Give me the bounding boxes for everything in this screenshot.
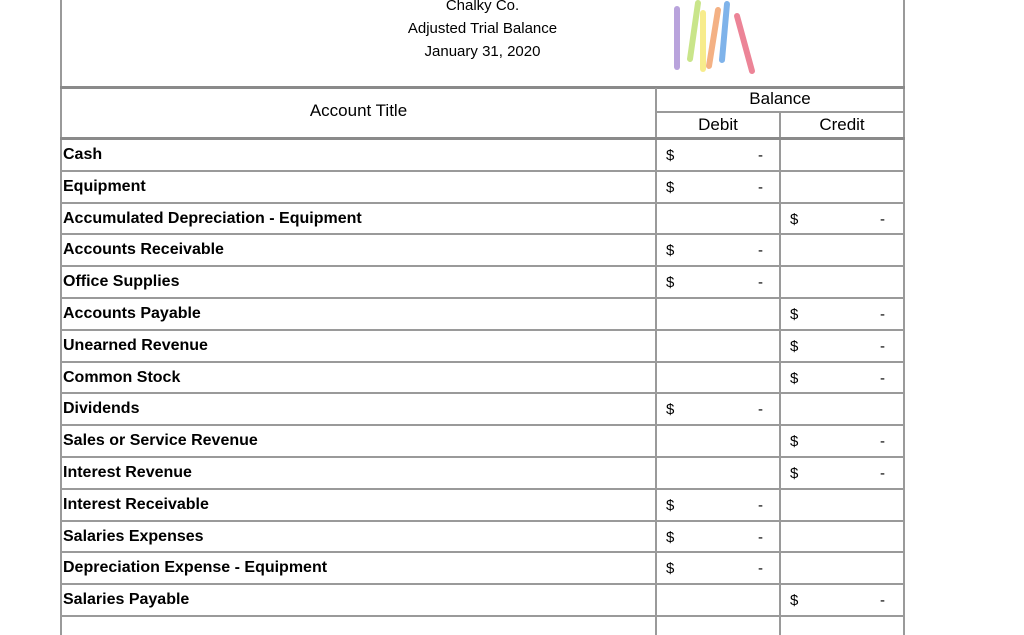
debit-amount[interactable]: - — [758, 178, 763, 196]
debit-amount[interactable]: - — [758, 560, 763, 578]
credit-amount[interactable]: - — [880, 465, 885, 482]
account-row — [61, 140, 904, 172]
credit-currency-symbol: $ — [790, 306, 799, 323]
account-title: Salaries Expenses — [63, 527, 204, 545]
debit-currency-symbol: $ — [666, 178, 675, 196]
credit-currency-symbol: $ — [790, 465, 799, 482]
account-title: Interest Receivable — [63, 495, 209, 513]
debit-currency-symbol: $ — [666, 242, 675, 260]
account-row — [61, 426, 904, 458]
balance-divider — [656, 111, 904, 113]
account-title-header: Account Title — [309, 101, 408, 120]
credit-amount[interactable]: - — [880, 210, 885, 228]
credit-currency-symbol: $ — [790, 433, 799, 451]
credit-header: Credit — [819, 115, 865, 134]
account-title: Unearned Revenue — [63, 336, 208, 354]
chalk-illustration-icon — [665, 0, 765, 78]
debit-amount[interactable]: - — [758, 147, 763, 164]
credit-amount[interactable]: - — [880, 337, 885, 355]
debit-currency-symbol: $ — [666, 528, 675, 546]
company-name: Chalky Co. — [445, 0, 520, 14]
debit-amount[interactable]: - — [758, 401, 763, 419]
account-row — [61, 204, 904, 236]
debit-currency-symbol: $ — [666, 401, 675, 419]
debit-amount[interactable]: - — [758, 496, 763, 514]
account-row — [61, 585, 904, 617]
debit-currency-symbol: $ — [666, 560, 675, 578]
account-title: Dividends — [63, 400, 140, 418]
account-row — [61, 363, 904, 395]
account-title: Common Stock — [63, 368, 181, 386]
account-row — [61, 394, 904, 426]
credit-amount[interactable]: - — [880, 592, 885, 610]
report-date: January 31, 2020 — [424, 43, 541, 60]
credit-currency-symbol: $ — [790, 337, 799, 355]
account-title: Accounts Receivable — [63, 241, 224, 259]
account-title: Cash — [63, 146, 103, 163]
account-title: Sales or Service Revenue — [63, 432, 258, 450]
account-title: Office Supplies — [63, 273, 180, 291]
credit-amount[interactable]: - — [880, 306, 885, 323]
account-row — [61, 522, 904, 554]
balance-header: Balance — [749, 89, 811, 108]
credit-currency-symbol: $ — [790, 592, 799, 610]
credit-amount[interactable]: - — [880, 433, 885, 451]
account-row — [61, 553, 904, 585]
account-row — [61, 331, 904, 363]
account-title: Depreciation Expense - Equipment — [63, 559, 328, 577]
credit-amount[interactable]: - — [880, 369, 885, 387]
debit-currency-symbol: $ — [666, 496, 675, 514]
account-title: Accumulated Depreciation - Equipment — [63, 209, 362, 227]
credit-currency-symbol: $ — [790, 210, 799, 228]
debit-amount[interactable]: - — [758, 242, 763, 260]
account-row — [61, 267, 904, 299]
debit-header: Debit — [698, 115, 738, 134]
account-row — [61, 172, 904, 204]
debit-currency-symbol: $ — [666, 274, 675, 292]
debit-amount[interactable]: - — [758, 274, 763, 292]
account-row — [61, 299, 904, 331]
account-title: Equipment — [63, 177, 146, 195]
account-title: Salaries Payable — [63, 591, 190, 609]
credit-currency-symbol: $ — [790, 369, 799, 387]
report-title: Adjusted Trial Balance — [407, 20, 558, 37]
account-row — [61, 235, 904, 267]
account-title: Accounts Payable — [63, 305, 201, 322]
debit-amount[interactable]: - — [758, 528, 763, 546]
account-title: Interest Revenue — [63, 464, 192, 481]
account-row — [61, 490, 904, 522]
account-row — [61, 458, 904, 490]
debit-currency-symbol: $ — [666, 147, 675, 164]
row-divider — [61, 615, 904, 617]
